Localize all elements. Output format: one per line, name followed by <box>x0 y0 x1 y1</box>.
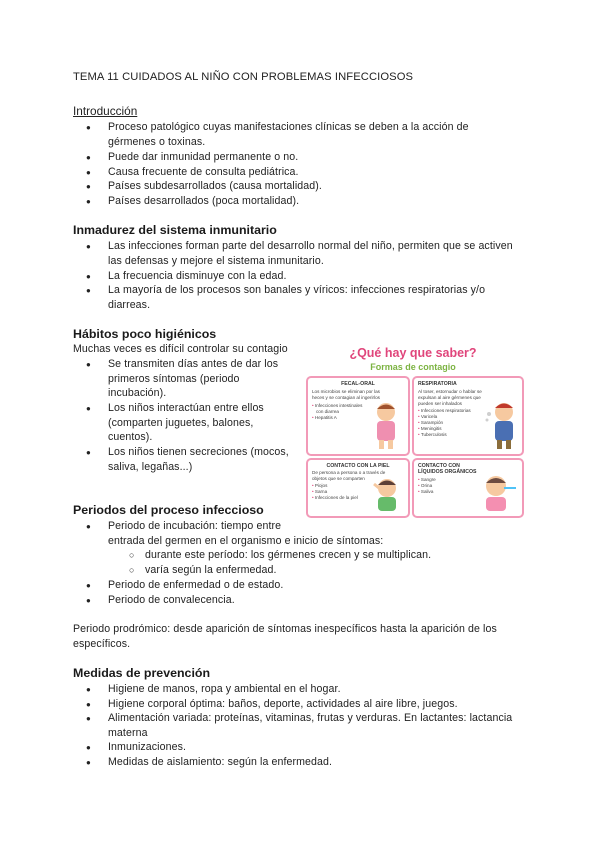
list-item-continuation: (comparten juguetes, balones, <box>108 417 254 429</box>
list-item: ● Las infecciones forman parte del desarrollo normal del niño, permiten que se activen <box>108 239 513 254</box>
list-item-continuation: saliva, legañas...) <box>108 461 193 473</box>
bullet-icon: • <box>312 495 315 500</box>
list-item: ● Higiene corporal óptima: baños, deporte, actividades al aire libre, juegos. <box>108 697 458 712</box>
page-title: TEMA 11 CUIDADOS AL NIÑO CON PROBLEMAS INFECCIOSOS <box>73 71 414 83</box>
list-item: ● La frecuencia disminuye con la edad. <box>108 269 287 284</box>
list-item: ● Periodo de convalecencia. <box>108 593 235 608</box>
child-scratching-illustration-icon <box>370 474 404 512</box>
bullet-icon: • <box>312 483 315 488</box>
periods-heading: Periodos del proceso infeccioso <box>73 503 264 517</box>
bullet-icon: • <box>418 489 421 494</box>
bullet-icon: • <box>312 403 315 408</box>
hygiene-heading: Hábitos poco higiénicos <box>73 327 217 341</box>
box-item: • Sangre <box>418 477 436 482</box>
infographic-title: ¿Qué hay que saber? <box>349 346 477 360</box>
list-item: ● Causa frecuente de consulta pediátrica. <box>108 165 299 180</box>
box-text: Al toser, estornudar o hablar se <box>418 389 482 394</box>
bullet-icon: • <box>418 426 421 431</box>
infographic-subtitle: Formas de contagio <box>370 362 456 372</box>
bullet-icon: • <box>418 420 421 425</box>
bullet-icon: • <box>418 477 421 482</box>
fluid-contact-box <box>412 458 524 518</box>
prodromic-text: específicos. <box>73 638 131 650</box>
bullet-icon: • <box>418 414 421 419</box>
list-item: ● Medidas de aislamiento: según la enfermedad. <box>108 755 332 770</box>
box-text: heces y se contagian al ingerirlos <box>312 395 380 400</box>
prevention-heading: Medidas de prevención <box>73 666 211 680</box>
child-sick-illustration-icon <box>368 400 404 450</box>
box-item: con diarrea <box>316 409 339 414</box>
fecal-oral-box <box>306 376 410 456</box>
skin-contact-box <box>306 458 410 518</box>
box-text: Los microbios se eliminan por las <box>312 389 380 394</box>
box-item: • Sarna <box>312 489 328 494</box>
list-item: ● Puede dar inmunidad permanente o no. <box>108 150 298 165</box>
list-item: ● Los niños tienen secreciones (mocos, <box>108 445 289 460</box>
box-item: • Infecciones intestinales <box>312 403 363 408</box>
list-item: ● Periodo de incubación: tiempo entre <box>108 519 281 534</box>
list-item-continuation: incubación). <box>108 387 167 399</box>
box-item: • Infecciones respiratorias <box>418 408 471 413</box>
box-text: objetos que se comparten <box>312 476 365 481</box>
box-item: • Meningitis <box>418 426 442 431</box>
bullet-icon: • <box>312 415 315 420</box>
list-item-continuation: materna <box>108 727 148 739</box>
box-item: • Varicela <box>418 414 438 419</box>
list-item: ● Inmunizaciones. <box>108 740 186 755</box>
list-item-continuation: cuentos). <box>108 431 153 443</box>
box-heading: RESPIRATORIA <box>418 381 457 387</box>
box-text: pueden ser inhalados <box>418 401 462 406</box>
box-text: expulsan al aire gérmenes que <box>418 395 481 400</box>
intro-heading: Introducción <box>73 104 138 118</box>
bullet-icon: • <box>418 408 421 413</box>
bullet-icon: • <box>418 432 421 437</box>
immune-heading: Inmadurez del sistema inmunitario <box>73 223 277 237</box>
list-item-continuation: gérmenes o toxinas. <box>108 136 206 148</box>
list-item-continuation: primeros síntomas (periodo <box>108 373 240 385</box>
box-heading: CONTACTO CON LA PIEL <box>326 463 390 469</box>
box-item: • Infecciones de la piel <box>312 495 358 500</box>
list-item-continuation: las defensas y mejore el sistema inmunitario. <box>108 255 324 267</box>
child-sneezing-illustration-icon <box>484 400 520 450</box>
box-item: • Hepatitis A <box>312 415 337 420</box>
list-item: ● Higiene de manos, ropa y ambiental en el hogar. <box>108 682 341 697</box>
box-item: • Orina <box>418 483 433 488</box>
sub-list-item: ○ varía según la enfermedad. <box>145 563 277 578</box>
list-item: ● Se transmiten días antes de dar los <box>108 357 278 372</box>
list-item: ● Países desarrollados (poca mortalidad). <box>108 194 299 209</box>
list-item-continuation: entrada del germen en el organismo e inicio de síntomas: <box>108 535 384 547</box>
hygiene-intro: Muchas veces es difícil controlar su contagio <box>73 343 288 355</box>
list-item: ● Países subdesarrollados (causa mortalidad). <box>108 179 322 194</box>
prodromic-text: Periodo prodrómico: desde aparición de síntomas inespecíficos hasta la aparición de los <box>73 623 497 635</box>
box-heading: FECAL-ORAL <box>341 381 375 387</box>
box-heading: CONTACTO CON LÍQUIDOS ORGÁNICOS <box>418 463 477 475</box>
list-item-continuation: diarreas. <box>108 299 151 311</box>
list-item: ● Los niños interactúan entre ellos <box>108 401 264 416</box>
bullet-icon: • <box>418 483 421 488</box>
bullet-icon: • <box>312 489 315 494</box>
list-item: ● Periodo de enfermedad o de estado. <box>108 578 283 593</box>
child-thermometer-illustration-icon <box>480 470 518 512</box>
list-item: ● La mayoría de los procesos son banales y víricos: infecciones respiratorias y/o <box>108 283 485 298</box>
box-item: • Tuberculosis <box>418 432 447 437</box>
list-item: ● Proceso patológico cuyas manifestaciones clínicas se deben a la acción de <box>108 120 469 135</box>
list-item: ● Alimentación variada: proteínas, vitaminas, frutas y verduras. En lactantes: lactancia <box>108 711 512 726</box>
respiratory-box <box>412 376 524 456</box>
contagion-infographic <box>300 340 526 518</box>
box-item: • Saliva <box>418 489 434 494</box>
box-item: • Sarampión <box>418 420 444 425</box>
sub-list-item: ○ durante este período: los gérmenes crecen y se multiplican. <box>145 548 431 563</box>
box-text: De persona a persona o a través de <box>312 470 386 475</box>
box-item: • Piojos <box>312 483 328 488</box>
